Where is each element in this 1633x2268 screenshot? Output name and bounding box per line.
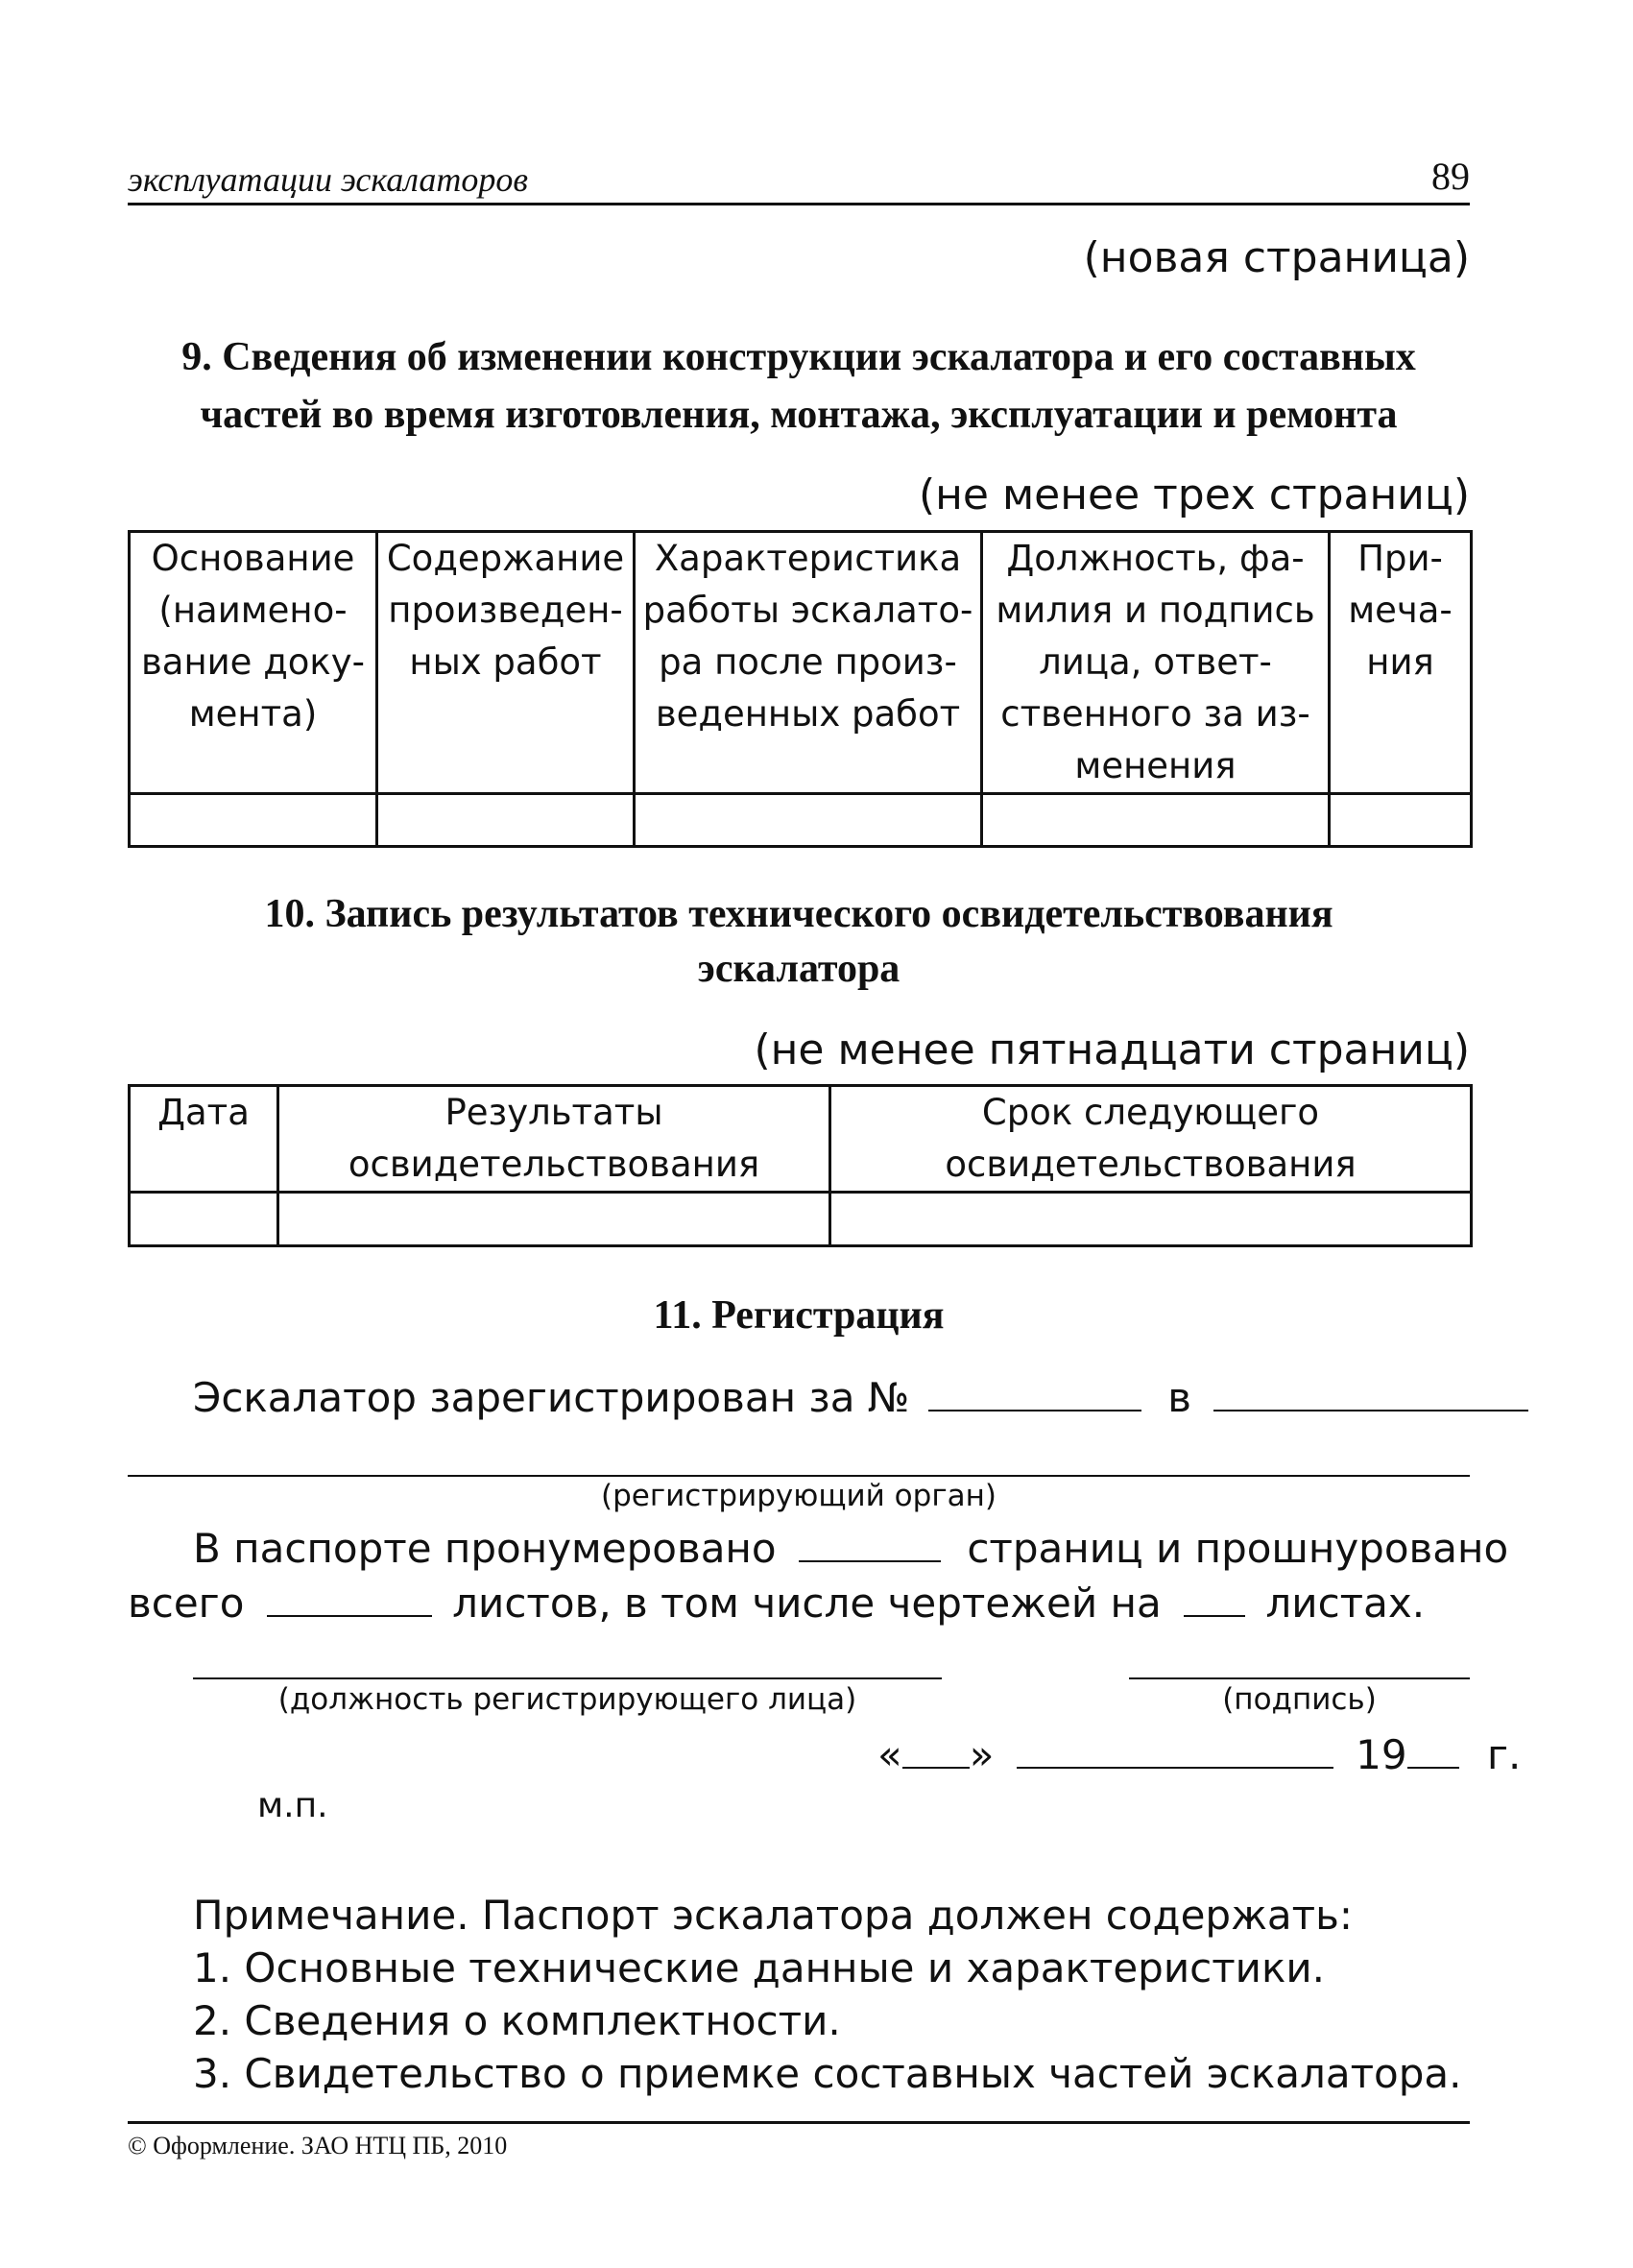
header-line: веденных работ <box>655 693 961 735</box>
empty-cell <box>635 794 982 847</box>
section10-pages-note: (не менее пятнадцати страниц) <box>754 1025 1470 1074</box>
empty-cell <box>982 794 1330 847</box>
header-line: ных работ <box>409 641 602 683</box>
month-field[interactable] <box>1017 1728 1333 1769</box>
section9-heading-line1: 9. Сведения об изменении конструкции эскалатора и его составных <box>181 335 1416 379</box>
table-row <box>130 1193 1472 1246</box>
note-item: 2. Сведения о комплектности. <box>193 1997 841 2044</box>
signature-caption: (подпись) <box>1222 1682 1377 1717</box>
changes-col-basis <box>130 532 377 794</box>
header-line: ственного за из- <box>1000 693 1310 735</box>
year-suffix: г. <box>1486 1731 1522 1778</box>
footer-copyright: © Оформление. ЗАО НТЦ ПБ, 2010 <box>128 2132 508 2159</box>
in-text: в <box>1167 1374 1191 1421</box>
header-line: лица, ответ- <box>1039 641 1272 683</box>
registration-place-field[interactable] <box>1213 1371 1528 1411</box>
header-line: Результаты <box>444 1092 663 1133</box>
empty-cell <box>130 1193 278 1246</box>
numbered-line <box>193 1522 1508 1572</box>
quote-open: « <box>877 1731 902 1778</box>
header-line: Основание <box>151 538 355 579</box>
total-text: всего <box>128 1580 245 1627</box>
date-line <box>877 1728 1521 1778</box>
header-line: мента) <box>188 693 318 735</box>
note-item: 1. Основные технические данные и характеристики. <box>193 1944 1325 1991</box>
position-field[interactable] <box>193 1677 942 1679</box>
year-field[interactable] <box>1407 1728 1459 1769</box>
changes-col-characteristic <box>635 532 982 794</box>
changes-table-header-row <box>130 532 1472 794</box>
pages-laced-text: страниц и прошнуровано <box>967 1525 1509 1572</box>
section9-pages-note: (не менее трех страниц) <box>919 470 1470 519</box>
empty-cell <box>1330 794 1472 847</box>
running-title: эксплуатации эскалаторов <box>128 160 529 199</box>
note-title: Примечание. Паспорт эскалатора должен содержать: <box>193 1892 1354 1939</box>
section10-heading-line1: 10. Запись результатов технического освидетельствования <box>264 892 1333 936</box>
registered-line <box>193 1371 1528 1421</box>
section9-heading-line2: частей во время изготовления, монтажа, эксплуатации и ремонта <box>200 393 1398 437</box>
inspection-col-date <box>130 1086 278 1193</box>
table-row <box>130 794 1472 847</box>
header-line: Срок следующего <box>981 1092 1320 1133</box>
registration-number-field[interactable] <box>928 1371 1141 1411</box>
inspection-col-results <box>278 1086 830 1193</box>
note-item: 3. Свидетельство о приемке составных частей эскалатора. <box>193 2050 1462 2097</box>
registered-text: Эскалатор зарегистрирован за № <box>193 1374 910 1421</box>
header-line: менения <box>1074 745 1237 786</box>
header-line: работы эскалато- <box>642 590 973 631</box>
position-caption: (должность регистрирующего лица) <box>277 1682 857 1717</box>
registering-organ-field[interactable] <box>128 1475 1470 1477</box>
header-line: Содержание <box>386 538 625 579</box>
signature-field[interactable] <box>1129 1677 1470 1679</box>
pages-count-field[interactable] <box>799 1522 941 1562</box>
header-line: меча- <box>1348 590 1453 631</box>
inspection-table-header-row <box>130 1086 1472 1193</box>
stamp-label: м.п. <box>257 1786 328 1825</box>
changes-col-responsible <box>982 532 1330 794</box>
numbered-text: В паспорте пронумеровано <box>193 1525 777 1572</box>
header-line: При- <box>1357 538 1443 579</box>
header-line: произведен- <box>388 590 623 631</box>
changes-table <box>128 530 1473 848</box>
changes-col-content <box>377 532 635 794</box>
header-line: Характеристика <box>654 538 962 579</box>
sheets-including-text: листов, в том числе чертежей на <box>452 1580 1162 1627</box>
organ-caption: (регистрирующий орган) <box>601 1479 997 1513</box>
header-rule <box>128 203 1470 205</box>
empty-cell <box>377 794 635 847</box>
header-line: освидетельствования <box>945 1144 1357 1185</box>
inspection-col-next-date <box>830 1086 1472 1193</box>
header-line: Должность, фа- <box>1006 538 1305 579</box>
day-field[interactable] <box>902 1728 970 1769</box>
changes-col-notes <box>1330 532 1472 794</box>
header-line: милия и подпись <box>996 590 1315 631</box>
sheets-line <box>128 1577 1425 1627</box>
footer-rule <box>128 2121 1470 2124</box>
header-line: Дата <box>157 1092 250 1133</box>
header-line: ния <box>1366 641 1434 683</box>
sheets-count-field[interactable] <box>267 1577 432 1617</box>
inspection-table <box>128 1084 1473 1247</box>
empty-cell <box>130 794 377 847</box>
drawings-count-field[interactable] <box>1184 1577 1245 1617</box>
section10-heading-line2: эскалатора <box>697 947 901 991</box>
empty-cell <box>278 1193 830 1246</box>
section11-heading: 11. Регистрация <box>653 1293 945 1338</box>
year-prefix: 19 <box>1356 1731 1407 1778</box>
header-line: ра после произ- <box>659 641 957 683</box>
sheets-text: листах. <box>1265 1580 1426 1627</box>
quote-close: » <box>969 1731 995 1778</box>
page-number: 89 <box>1431 155 1470 198</box>
header-line: вание доку- <box>140 641 366 683</box>
new-page-note: (новая страница) <box>1083 233 1470 282</box>
header-line: освидетельствования <box>348 1144 760 1185</box>
header-line: (наимено- <box>158 590 348 631</box>
empty-cell <box>830 1193 1472 1246</box>
